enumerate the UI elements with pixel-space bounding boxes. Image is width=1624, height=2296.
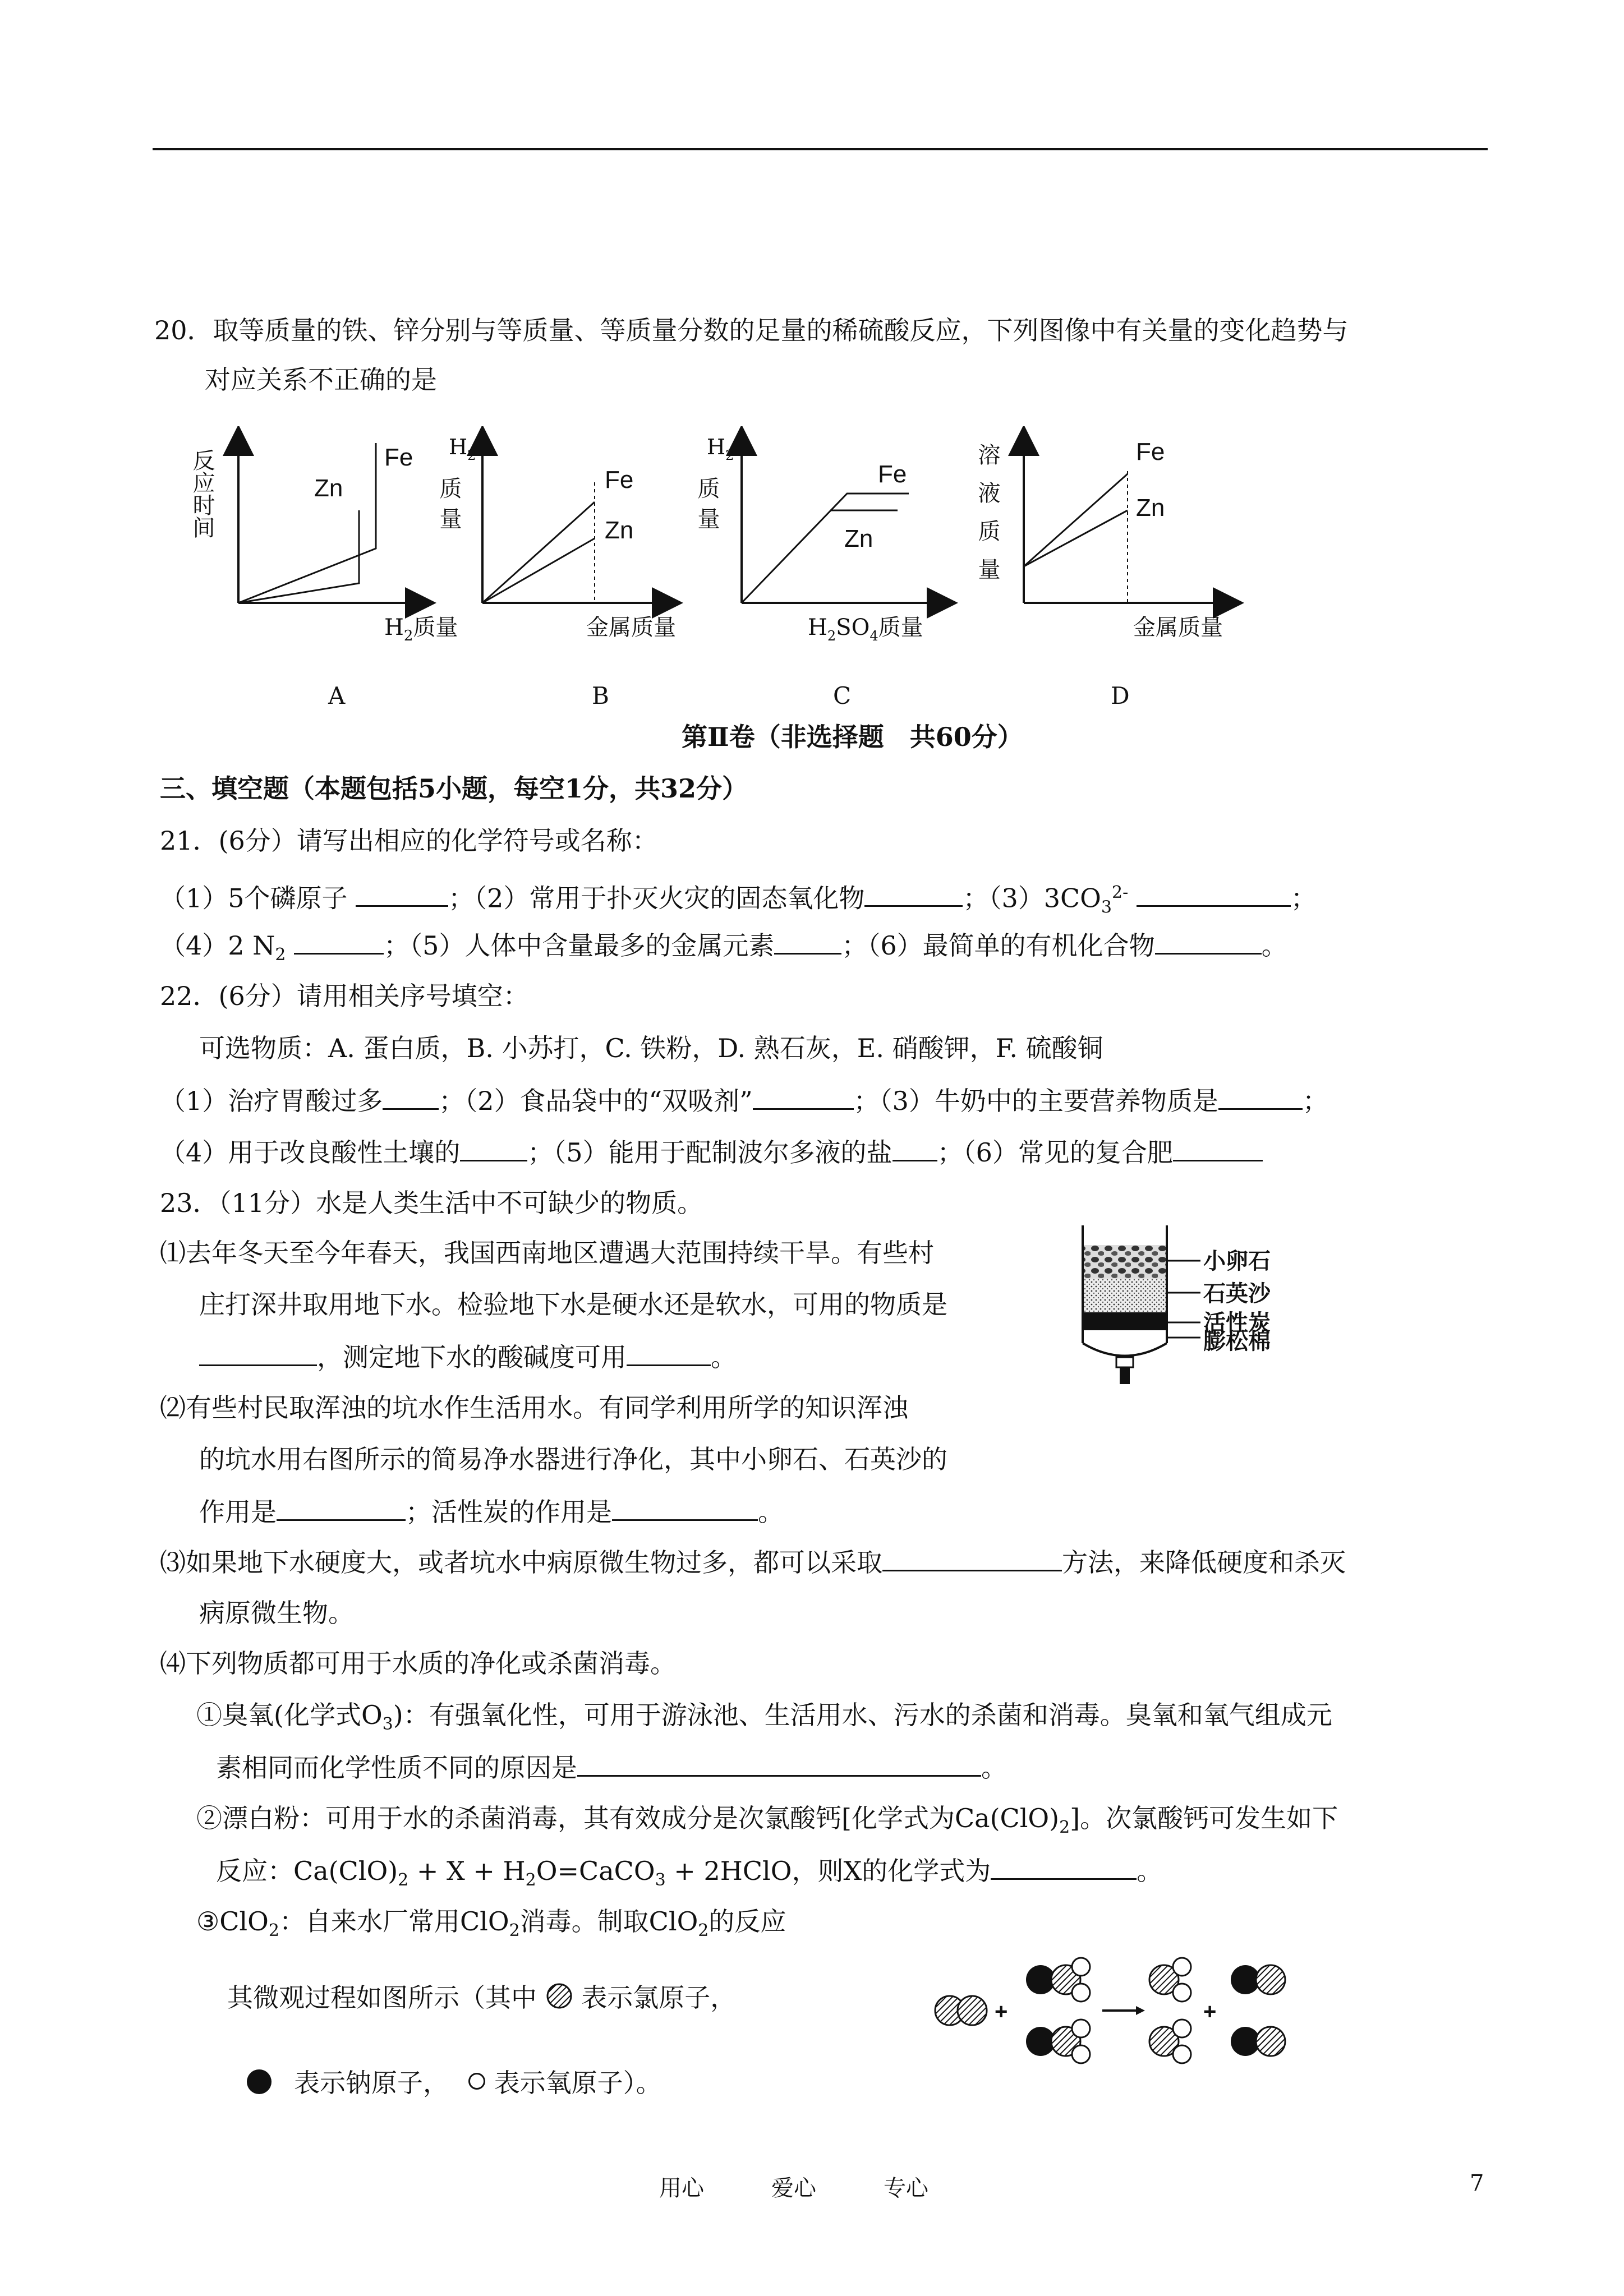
graph-c-xlabel: $H_2SO_4$质量 bbox=[808, 615, 923, 644]
graph-a-option: A bbox=[328, 682, 346, 709]
sodium-atom-icon bbox=[247, 2069, 272, 2094]
q22-options: 可选物质：A. 蛋白质，B. 小苏打，C. 铁粉，D. 熟石灰，E. 硝酸钾，F. 硫酸铜 bbox=[199, 1033, 1103, 1063]
graph-d bbox=[974, 438, 1229, 709]
q23-p1-l1: ⑴去年冬天至今年春天，我国西南地区遭遇大范围持续干旱。有些村 bbox=[160, 1238, 934, 1268]
graph-c-ylabel-h2: $H_2$ bbox=[707, 435, 734, 463]
nacl-molecule bbox=[1231, 1965, 1285, 1994]
q23-p3-l1: ⑶如果地下水硬度大，或者坑水中病原微生物过多，都可以采取 方法，来降低硬度和杀灭 bbox=[160, 1545, 1346, 1579]
q20-graphs bbox=[185, 426, 1352, 718]
graph-b bbox=[436, 435, 676, 709]
chlorine-atom-icon bbox=[545, 1982, 573, 2010]
nacl-molecule bbox=[1231, 2027, 1285, 2056]
q23-p3-l2: 病原微生物。 bbox=[199, 1598, 354, 1628]
svg-text:+: + bbox=[1203, 1999, 1217, 2024]
oxygen-atom-icon bbox=[468, 2073, 485, 2090]
svg-text:+: + bbox=[995, 1999, 1008, 2024]
water-filter-figure bbox=[1077, 1223, 1335, 1413]
q21-stem: 21．(6分）请写出相应的化学符号或名称： bbox=[160, 826, 658, 856]
filter-label-cotton: 膨松棉 bbox=[1203, 1328, 1271, 1354]
graph-c-ylabel: 质量 bbox=[694, 477, 720, 537]
graph-c bbox=[694, 435, 942, 709]
q23-s1-l1: ①臭氧(化学式$O_3$)：有强氧化性，可用于游泳池、生活用水、污水的杀菌和消毒。臭氧和氧气组成元 bbox=[196, 1700, 1332, 1735]
q23-p2-l2: 的坑水用右图所示的简易净水器进行净化，其中小卵石、石英沙的 bbox=[199, 1444, 947, 1474]
section2-title: 第Ⅱ卷（非选择题 共60分） bbox=[682, 722, 1023, 752]
filter-label-carbon: 活性炭 bbox=[1203, 1310, 1271, 1336]
q23-s3-l1: ③ClO$_2$：自来水厂常用ClO$_2$消毒。制取ClO$_2$的反应 bbox=[196, 1906, 786, 1941]
graph-b-option: B bbox=[592, 682, 609, 709]
q21-line2: （4）2 $N_2$ ；（5）人体中含量最多的金属元素 ；（6）最简单的有机化合物 。 bbox=[160, 928, 1287, 971]
graph-b-ylabel: 质量 bbox=[436, 477, 462, 537]
q23-p1-l2: 庄打深井取用地下水。检验地下水是硬水还是软水，可用的物质是 bbox=[199, 1289, 947, 1320]
graph-b-xlabel: 金属质量 bbox=[586, 615, 676, 640]
graph-c-option: C bbox=[833, 682, 852, 709]
naclo2-molecule bbox=[1026, 1958, 1090, 2002]
q23-s2-l1: ②漂白粉：可用于水的杀菌消毒，其有效成分是次氯酸钙[化学式为$Ca(ClO)_2$]。次氯酸钙可发生如下 bbox=[196, 1803, 1338, 1838]
q23-s2-l2: 反应：$Ca(ClO)_2 + X$ + $H_2O=CaCO_3$ + 2HClO，则X的化学式为 。 bbox=[216, 1854, 1162, 1897]
graph-b-fe: Fe bbox=[605, 466, 634, 494]
header-rule bbox=[153, 148, 1488, 150]
reaction-diagram bbox=[928, 1938, 1321, 2106]
q21-line1: （1）5个磷原子 ；（2）常用于扑灭火灾的固态氧化物 ；$(3)3CO_3^{2-}$ ； bbox=[160, 877, 1317, 924]
footer-word-3: 专心 bbox=[884, 2175, 928, 2201]
graph-a-xlabel: $H_2$质量 bbox=[384, 615, 458, 644]
filter-label-pebbles: 小卵石 bbox=[1203, 1248, 1271, 1274]
q23-stem: 23．（11分）水是人类生活中不可缺少的物质。 bbox=[160, 1188, 703, 1218]
graph-c-zn: Zn bbox=[844, 525, 873, 552]
clo2-molecule bbox=[1149, 1958, 1191, 2002]
graph-d-ylabel: 溶液质量 bbox=[974, 443, 1000, 596]
graph-d-fe: Fe bbox=[1136, 438, 1165, 465]
q23-p4-l1: ⑷下列物质都可用于水质的净化或杀菌消毒。 bbox=[160, 1648, 676, 1679]
graph-b-ylabel-h2: $H_2$ bbox=[449, 435, 476, 463]
page-number: 7 bbox=[1470, 2170, 1484, 2196]
footer-word-2: 爱心 bbox=[771, 2175, 816, 2201]
filter-label-sand: 石英沙 bbox=[1203, 1280, 1271, 1307]
naclo2-molecule bbox=[1026, 2020, 1090, 2063]
q22-line1: （1）治疗胃酸过多 ；（2）食品袋中的“双吸剂” ；（3）牛奶中的主要营养物质是 ； bbox=[160, 1084, 1328, 1117]
graph-a-zn: Zn bbox=[314, 474, 343, 502]
graph-a-fe: Fe bbox=[384, 444, 413, 471]
q23-s1-l2: 素相同而化学性质不同的原因是 。 bbox=[216, 1750, 1007, 1784]
graph-a-ylabel: 反应时间 bbox=[189, 449, 215, 538]
q20-stem-line1: 20．取等质量的铁、锌分别与等质量、等质量分数的足量的稀硫酸反应，下列图像中有关量的变化趋势与 bbox=[154, 315, 1349, 345]
graph-c-fe: Fe bbox=[878, 460, 907, 488]
cl2-molecule bbox=[935, 1996, 987, 2025]
q22-stem: 22．(6分）请用相关序号填空： bbox=[160, 981, 529, 1011]
q23-s3-l2: 其微观过程如图所示（其中 表示氯原子， bbox=[227, 1983, 737, 2013]
graph-b-zn: Zn bbox=[605, 517, 634, 544]
graph-d-zn: Zn bbox=[1136, 494, 1165, 522]
q23-p2-l1: ⑵有些村民取浑浊的坑水作生活用水。有同学利用所学的知识浑浊 bbox=[160, 1393, 908, 1423]
graph-d-xlabel: 金属质量 bbox=[1133, 615, 1223, 640]
part3-title: 三、填空题（本题包括5小题，每空1分，共32分） bbox=[160, 773, 748, 804]
q22-line2: （4）用于改良酸性土壤的 ；（5）能用于配制波尔多液的盐 ；（6）常见的复合肥 bbox=[160, 1135, 1263, 1169]
q23-s3-l3: 表示钠原子， 表示氧原子）。 bbox=[247, 2067, 662, 2099]
graph-a bbox=[189, 440, 458, 709]
q20-stem-line2: 对应关系不正确的是 bbox=[205, 365, 437, 395]
graph-d-option: D bbox=[1111, 682, 1130, 709]
clo2-molecule bbox=[1149, 2020, 1191, 2063]
q23-p1-l3: ，测定地下水的酸碱度可用 。 bbox=[199, 1340, 737, 1373]
footer-word-1: 用心 bbox=[659, 2175, 704, 2201]
q23-p2-l3: 作用是 ；活性炭的作用是 。 bbox=[199, 1495, 784, 1528]
